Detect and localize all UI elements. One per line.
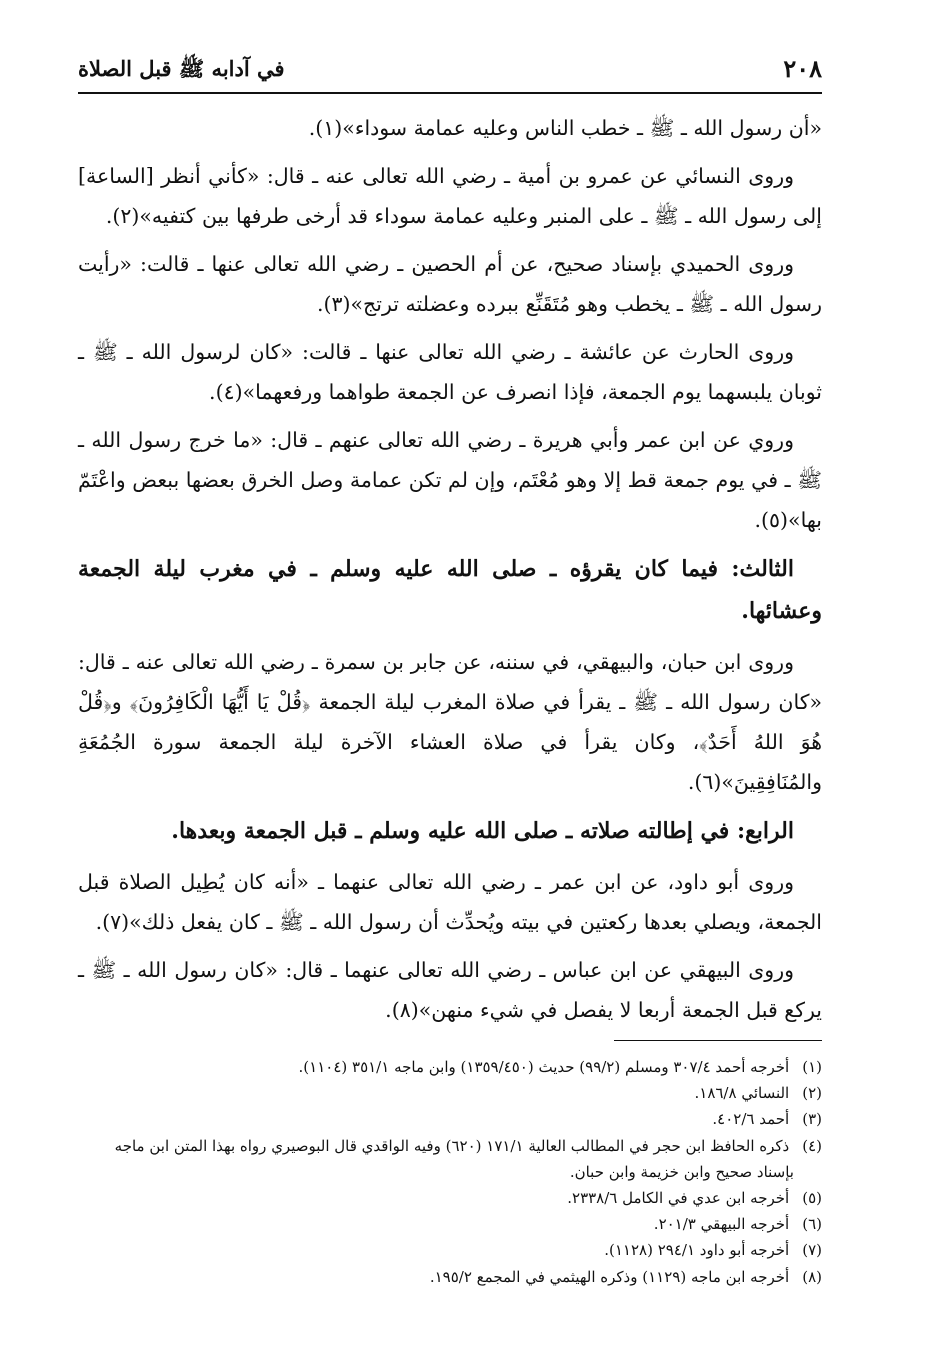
footnote-number: (٤) [802,1136,822,1155]
paragraph: «أن رسول الله ـ ﷺ ـ خطب الناس وعليه عمامة سوداء»(١). [308,116,822,140]
footnote-number: (٧) [802,1241,822,1260]
running-title: في آدابه ﷺ قبل الصلاة [78,56,285,81]
footnote-text: أخرجه ابن عدي في الكامل ٢٣٣٨/٦. [567,1189,790,1208]
footnote-number: (٢) [802,1084,822,1103]
paragraph: وروى أبو داود، عن ابن عمر ـ رضي الله تعالى عنهما ـ «أنه كان يُطِيل الصلاة قبل الجمعة، ويصلي بعدها ركعتين في بيته ويُحدِّث أن رسول الله ـ ﷺ ـ كان يفعل ذلك»(٧). [78,870,822,934]
paragraph: وروى ابن حبان، والبيهقي، في سننه، عن جابر بن سمرة ـ رضي الله تعالى عنه ـ قال: «كان رسول الله ـ ﷺ ـ يقرأ في صلاة المغرب ليلة الجمعة ﴿قُلْ يَا أَيُّهَا الْكَافِرُونَ﴾ و﴿قُلْ هُوَ اللهُ أَحَدٌ﴾، وكان يقرأ في صلاة العشاء الآخرة ليلة الجمعة سورة الجُمُعَةِ والمُنَافِقِينَ»(٦). [78,650,822,794]
footnote-text: أخرجه البيهقي ٢٠١/٣. [653,1215,790,1234]
footnote [78,1264,822,1290]
footnote-text: بإسناد صحيح وابن خزيمة وابن حبان. [569,1162,794,1181]
section-heading: الثالث: فيما كان يقرؤه ـ صلى الله عليه وسلم ـ في مغرب ليلة الجمعة وعشائها. [78,556,822,624]
paragraph: وروى النسائي عن عمرو بن أمية ـ رضي الله تعالى عنه ـ قال: «كأني أنظر [الساعة] إلى رسول الله ـ ﷺ ـ على المنبر وعليه عمامة سوداء قد أرخى طرفها بين كتفيه»(٢). [78,164,822,228]
footnote-text: أخرجه أبو داود ٢٩٤/١ (١١٢٨). [604,1241,790,1260]
paragraph: وروى البيهقي عن ابن عباس ـ رضي الله تعالى عنهما ـ قال: «كان رسول الله ـ ﷺ ـ يركع قبل الجمعة أربعا لا يفصل في شيء منهن»(٨). [78,958,822,1022]
footnote-separator [614,1040,822,1041]
footnote [78,1211,822,1237]
footnote [78,1106,822,1132]
page-number: ٢٠٨ [783,54,822,83]
paragraph: وروي عن ابن عمر وأبي هريرة ـ رضي الله تعالى عنهم ـ قال: «ما خرج رسول الله ـ ﷺ ـ في يوم جمعة قط إلا وهو مُعْتَم، وإن لم تكن عمامة وصل الخرق بعضها ببعض واعْتَمّ بها»(٥). [78,428,822,532]
footnote [78,1133,822,1159]
footnote-number: (٨) [802,1267,822,1286]
footnote-text: النسائي ١٨٦/٨. [694,1084,790,1103]
footnote-text: أحمد ٤٠٢/٦. [712,1110,790,1129]
footnote-continuation [78,1159,822,1185]
footnote-number: (١) [802,1058,822,1076]
section-heading: الرابع: في إطالته صلاته ـ صلى الله عليه وسلم ـ قبل الجمعة وبعدها. [171,818,794,844]
paragraph: وروى الحميدي بإسناد صحيح، عن أم الحصين ـ رضي الله تعالى عنها ـ قالت: «رأيت رسول الله ـ ﷺ ـ يخطب وهو مُتَقَنِّع ببرده وعضلته ترتج»(٣). [78,252,822,316]
footnote-number: (٦) [802,1215,822,1234]
footnote-text: أخرجه ابن ماجه (١١٢٩) وذكره الهيثمي في المجمع ١٩٥/٢. [429,1267,790,1286]
footnote [78,1185,822,1211]
footnote-text: ذكره الحافظ ابن حجر في المطالب العالية ١٧١/١ (٦٢٠) وفيه الواقدي قال البوصيري رواه بهذا المتن ابن ماجه [114,1136,790,1155]
footnote [78,1237,822,1263]
footnote [78,1054,822,1080]
footnote-text: أخرجه أحمد ٣٠٧/٤ ومسلم (٩٩/٢) حديث (١٣٥٩/٤٥٠) وابن ماجه ٣٥١/١ (١١٠٤). [298,1058,790,1076]
footnote [78,1080,822,1106]
footnotes [78,1054,822,1290]
page-header [78,52,822,94]
paragraph: وروى الحارث عن عائشة ـ رضي الله تعالى عنها ـ قالت: «كان لرسول الله ـ ﷺ ـ ثوبان يلبسهما يوم الجمعة، فإذا انصرف عن الجمعة طواهما ورفعهما»(٤). [78,340,822,404]
main-text [78,108,822,1038]
footnote-number: (٥) [802,1189,822,1208]
footnote-number: (٣) [802,1110,822,1129]
